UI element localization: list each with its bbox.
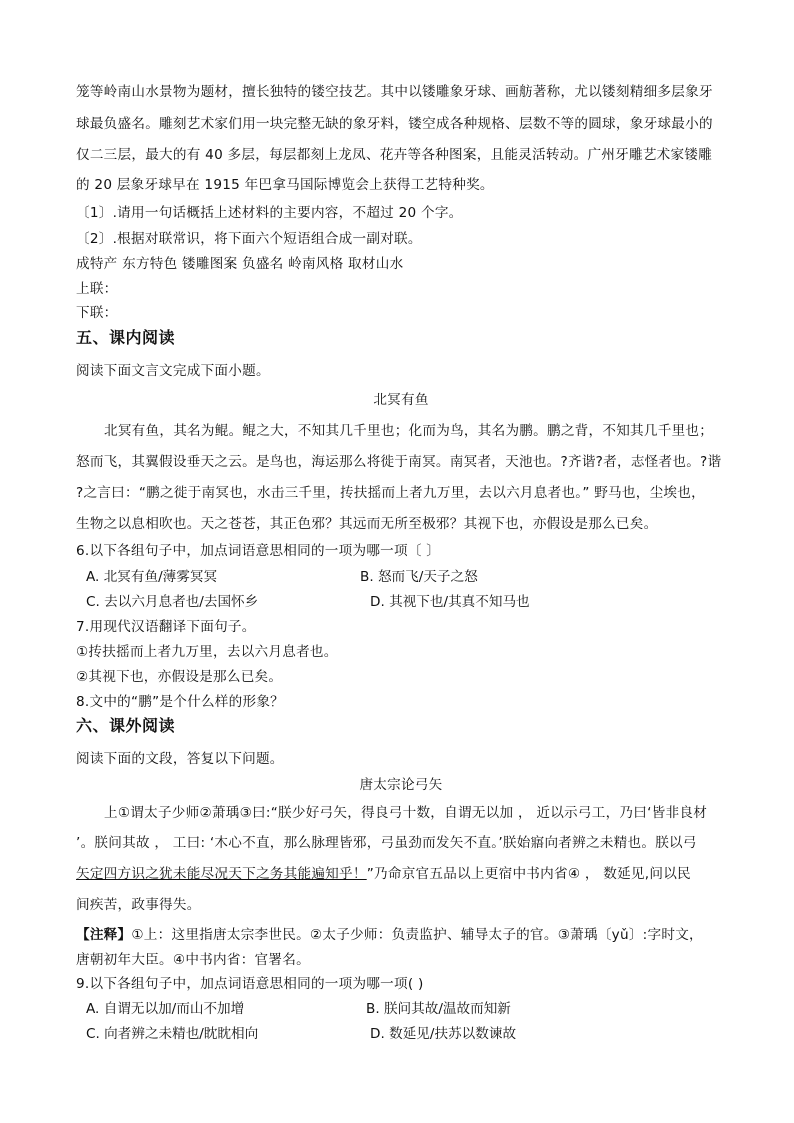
- material-line-3: 仅二三层，最大的有 40 多层，每层都刻上龙凤、花卉等各种图案，且能灵活转动。广州牙雕艺术家镂雕: [76, 147, 713, 163]
- phrase-list: 成特产 东方特色 镂雕图案 负盛名 岭南风格 取材山水: [76, 256, 404, 272]
- option-6b: B. 怒而飞/天子之怒: [360, 569, 478, 585]
- material-line-1: 笼等岭南山水景物为题材，擅长独特的镂空技艺。其中以镂雕象牙球、画舫著称，尤以镂刻精细多层象牙: [76, 84, 713, 100]
- option-9c: C. 向者辨之未精也/眈眈相向: [86, 1026, 259, 1042]
- section-6-intro: 阅读下面的文段，答复以下问题。: [76, 751, 284, 767]
- passage-5-line-3: ?之言曰：“鹏之徙于南冥也，水击三千里，抟扶摇而上者九万里，去以六月息者也。” 野马也，尘埃也，: [76, 485, 705, 501]
- material-line-2: 球最负盛名。雕刻艺术家们用一块完整无缺的象牙料，镂空成各种规格、层数不等的圆球，象牙球最小的: [76, 116, 713, 132]
- question-1: 〔1〕.请用一句话概括上述材料的主要内容，不超过 20 个字。: [76, 205, 463, 221]
- passage-6-line-2: ’。朕问其故 ， 工曰: ‘木心不直，那么脉理皆邪，弓虽劲而发矢不直。’朕始寤向者辨之未精也。朕以弓: [76, 835, 697, 851]
- question-7-item-1: ①抟扶摇而上者九万里，去以六月息者也。: [76, 644, 338, 660]
- passage-5-line-2: 怒而飞，其翼假设垂天之云。是鸟也，海运那么将徙于南冥。南冥者，天池也。?齐谐?者，志怪者也。?谐: [76, 454, 722, 470]
- question-7: 7.用现代汉语翻译下面句子。: [76, 619, 256, 635]
- passage-6-line-4: 间疾苦，政事得失。: [76, 897, 201, 913]
- underlined-sentence: 矢定四方识之犹未能尽况天下之务其能遍知乎！: [76, 866, 367, 882]
- section-6-heading: 六、课外阅读: [76, 716, 176, 735]
- option-9b: B. 朕问其故/温故而知新: [366, 1001, 511, 1017]
- passage-6-line-3-rest: ”乃命京官五品以上更宿中书内省④ ， 数延见,问以民: [366, 866, 691, 882]
- passage-6-line-1: 上①谓太子少师②萧瑀③曰:“朕少好弓矢，得良弓十数，自谓无以加 ， 近以示弓工，乃曰‘皆非良材: [104, 805, 708, 821]
- upper-couplet-label: 上联：: [76, 281, 118, 297]
- question-6: 6.以下各组句子中，加点词语意思相同的一项为哪一项〔 〕: [76, 543, 441, 559]
- notes-text-1: ①上：这里指唐太宗李世民。②太子少师：负责监护、辅导太子的官。③萧瑀〔yǔ〕:字时文，: [131, 927, 703, 943]
- notes-line-1: [76, 925, 726, 945]
- lower-couplet-label: 下联：: [76, 305, 118, 321]
- passage-5-line-1: 北冥有鱼，其名为鲲。鲲之大，不知其几千里也；化而为鸟，其名为鹏。鹏之背，不知其几千里也；: [104, 423, 714, 439]
- question-8: 8.文中的“鹏”是个什么样的形象？: [76, 694, 285, 710]
- question-7-item-2: ②其视下也，亦假设是那么已矣。: [76, 669, 283, 685]
- section-5-intro: 阅读下面文言文完成下面小题。: [76, 363, 270, 379]
- option-6d: D. 其视下也/其真不知马也: [370, 594, 530, 610]
- question-9: 9.以下各组句子中，加点词语意思相同的一项为哪一项( ): [76, 976, 424, 992]
- passage-5-line-4: 生物之以息相吹也。天之苍苍，其正色邪？其远而无所至极邪？其视下也，亦假设是那么已矣。: [76, 516, 658, 532]
- option-9a: A. 自谓无以加/而山不加增: [86, 1001, 245, 1017]
- notes-label: 【注释】: [76, 927, 132, 943]
- section-6-title: 唐太宗论弓矢: [359, 777, 443, 793]
- notes-line-2: 唐朝初年大臣。④中书内省：官署名。: [76, 952, 310, 968]
- material-line-4: 的 20 层象牙球早在 1915 年巴拿马国际博览会上获得工艺特种奖。: [76, 177, 494, 193]
- section-5-heading: 五、课内阅读: [76, 328, 176, 347]
- section-5-title: 北冥有鱼: [373, 392, 429, 408]
- question-2: 〔2〕.根据对联常识，将下面六个短语组合成一副对联。: [76, 231, 422, 247]
- option-9d: D. 数延见/扶苏以数谏故: [370, 1026, 517, 1042]
- passage-6-line-3: [76, 864, 726, 884]
- option-6a: A. 北冥有鱼/薄雾冥冥: [86, 569, 218, 585]
- option-6c: C. 去以六月息者也/去国怀乡: [86, 594, 259, 610]
